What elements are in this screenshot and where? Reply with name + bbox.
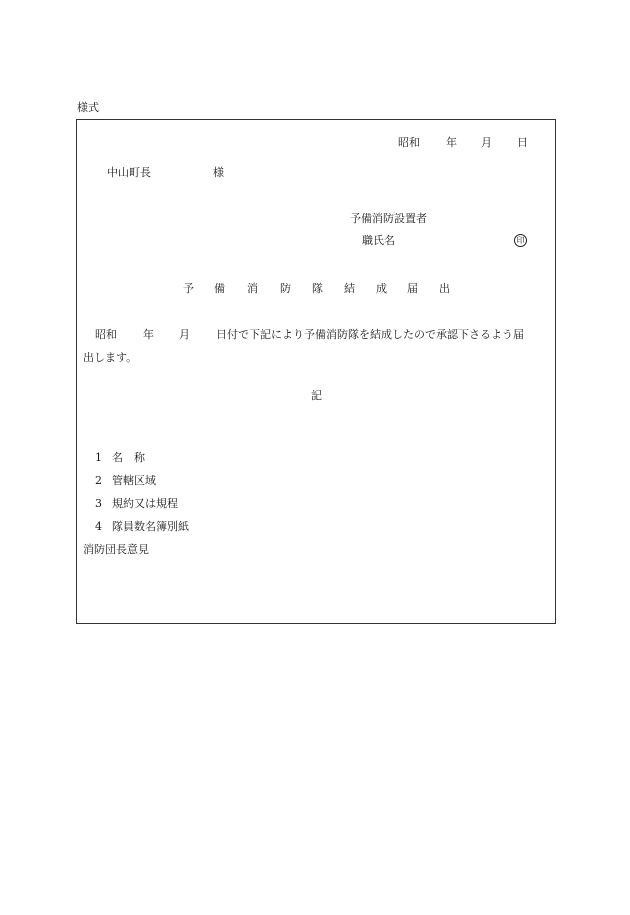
date-year: 年 bbox=[446, 136, 457, 149]
item-number: 1 bbox=[95, 451, 102, 464]
date-month: 月 bbox=[481, 136, 492, 149]
item-label: 隊員数名簿別紙 bbox=[112, 520, 189, 533]
body-text-line1: 日付で下記により予備消防隊を結成したので承認下さるよう届 bbox=[216, 328, 524, 341]
body-month: 月 bbox=[179, 328, 190, 341]
title-char: 消 bbox=[247, 282, 258, 295]
applicant-role: 予備消防設置者 bbox=[350, 212, 427, 225]
body-year: 年 bbox=[143, 328, 154, 341]
item-number: 4 bbox=[95, 520, 102, 533]
title-char: 備 bbox=[214, 282, 225, 295]
title-char: 隊 bbox=[312, 282, 323, 295]
ki-heading: 記 bbox=[311, 389, 322, 402]
title-char: 予 bbox=[183, 282, 194, 295]
item-label: 規約又は規程 bbox=[112, 497, 178, 510]
chief-opinion-label: 消防団長意見 bbox=[83, 543, 149, 556]
body-era: 昭和 bbox=[95, 328, 117, 341]
applicant-name-label: 職氏名 bbox=[362, 234, 395, 247]
title-char: 成 bbox=[376, 282, 387, 295]
seal-stamp: 印 bbox=[514, 234, 527, 247]
addressee-name: 中山町長 bbox=[107, 166, 151, 179]
date-day: 日 bbox=[517, 136, 528, 149]
item-number: 2 bbox=[95, 474, 102, 487]
title-char: 結 bbox=[344, 282, 355, 295]
item-number: 3 bbox=[95, 497, 102, 510]
body-text-line2: 出します。 bbox=[83, 351, 138, 364]
title-char: 防 bbox=[280, 282, 291, 295]
item-label: 名 称 bbox=[112, 451, 145, 464]
addressee-honorific: 様 bbox=[213, 166, 224, 179]
item-label: 管轄区域 bbox=[112, 474, 156, 487]
title-char: 出 bbox=[439, 282, 450, 295]
title-char: 届 bbox=[407, 282, 418, 295]
date-era: 昭和 bbox=[398, 136, 420, 149]
form-label: 様式 bbox=[77, 101, 99, 114]
